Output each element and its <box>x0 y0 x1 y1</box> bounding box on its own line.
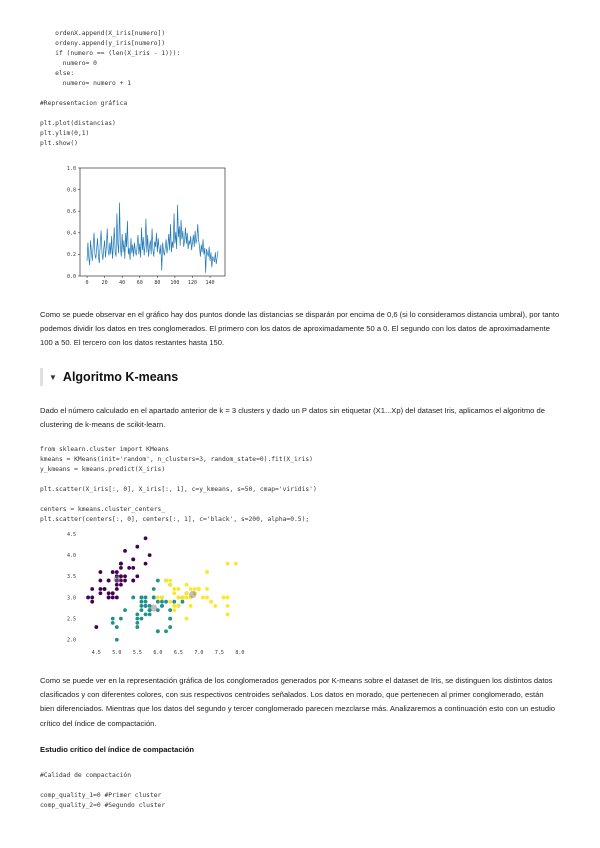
cluster-point <box>164 579 168 583</box>
x-tick-label: 4.5 <box>91 650 101 656</box>
y-tick-label: 4.5 <box>66 531 76 538</box>
cluster-point <box>111 617 115 621</box>
heading-bar <box>40 368 43 386</box>
cluster-point <box>131 579 135 583</box>
cluster-point <box>222 596 226 600</box>
cluster-point <box>90 596 94 600</box>
y-tick-label: 0.2 <box>66 252 76 259</box>
cluster-point <box>123 549 127 553</box>
cluster-point <box>164 629 168 633</box>
cluster-point <box>185 596 189 600</box>
cluster-point <box>123 608 127 612</box>
cluster-point <box>140 604 144 608</box>
plot-frame <box>80 168 225 276</box>
cluster-point <box>148 612 152 616</box>
collapse-caret-icon[interactable]: ▼ <box>49 372 57 382</box>
cluster-point <box>119 617 123 621</box>
cluster-point <box>160 600 164 604</box>
cluster-point <box>213 604 217 608</box>
cluster-point <box>185 583 189 587</box>
code-block-loop: ordenX.append(X_iris[numero]) ordeny.append(y_iris[numero]) if (numero == (len(X_iris - 1))): numero= 0 else: numero= numero + 1 #Representacion gráfica plt.plot(distancias) plt.ylim(0,1) plt.show() <box>40 30 181 147</box>
x-tick-label: 120 <box>187 280 198 286</box>
cluster-point <box>164 600 168 604</box>
cluster-center <box>189 591 196 598</box>
cluster-point <box>168 617 172 621</box>
cluster-point <box>111 570 115 574</box>
cluster-point <box>226 596 230 600</box>
section-heading <box>40 366 178 388</box>
cluster-point <box>99 591 103 595</box>
cluster-point <box>156 596 160 600</box>
paragraph-kmeans-intro: Dado el número calculado en el apartado anterior de k = 3 clusters y dado un P datos sin etiquetar (X1...Xp) del dataset Iris, aplicamos el algoritmo de clustering de k-means de scikit-learn. <box>40 406 545 430</box>
cluster-point <box>176 587 180 591</box>
cluster-point <box>226 604 230 608</box>
cluster-point <box>205 570 209 574</box>
cluster-point <box>144 612 148 616</box>
cluster-point <box>144 562 148 566</box>
cluster-point <box>189 587 193 591</box>
cluster-point <box>152 596 156 600</box>
x-tick-label: 140 <box>205 280 215 286</box>
cluster-point <box>135 617 139 621</box>
cluster-point <box>168 583 172 587</box>
x-tick-label: 5.5 <box>132 650 142 656</box>
y-tick-label: 0.6 <box>66 209 76 215</box>
cluster-point <box>115 625 119 629</box>
cluster-point <box>168 600 172 604</box>
y-tick-label: 0.8 <box>66 187 76 194</box>
cluster-point <box>234 562 238 566</box>
x-tick-label: 7.0 <box>194 650 204 656</box>
cluster-point <box>168 579 172 583</box>
cluster-point <box>123 574 127 578</box>
cluster-point <box>111 591 115 595</box>
cluster-point <box>94 625 98 629</box>
cluster-point <box>172 600 176 604</box>
cluster-point <box>99 570 103 574</box>
y-tick-label: 0.0 <box>66 273 76 280</box>
cluster-point <box>131 566 135 570</box>
cluster-point <box>181 596 185 600</box>
cluster-point <box>176 604 180 608</box>
cluster-point <box>119 566 123 570</box>
cluster-point <box>152 587 156 591</box>
cluster-point <box>131 557 135 561</box>
cluster-point <box>168 625 172 629</box>
cluster-point <box>140 617 144 621</box>
cluster-point <box>103 587 107 591</box>
cluster-point <box>140 600 144 604</box>
cluster-point <box>127 566 131 570</box>
y-tick-label: 1.0 <box>66 165 76 172</box>
cluster-point <box>185 591 189 595</box>
x-tick-label: 6.5 <box>173 650 183 656</box>
code-block-compaction: #Calidad de compactación comp_quality_1=0 #Primer cluster comp_quality_2=0 #Segundo cluster <box>40 772 166 809</box>
y-tick-label: 3.5 <box>66 574 76 581</box>
x-tick-label: 7.5 <box>214 650 224 656</box>
cluster-point <box>107 591 111 595</box>
cluster-point <box>135 621 139 625</box>
x-tick-label: 20 <box>101 280 108 286</box>
cluster-point <box>135 612 139 616</box>
cluster-point <box>172 587 176 591</box>
x-tick-label: 80 <box>154 280 161 286</box>
x-tick-label: 60 <box>136 280 143 286</box>
cluster-center <box>150 604 157 611</box>
cluster-point <box>107 596 111 600</box>
cluster-point <box>86 596 90 600</box>
cluster-point <box>144 536 148 540</box>
cluster-point <box>135 574 139 578</box>
y-tick-label: 2.5 <box>66 616 76 623</box>
cluster-point <box>131 596 135 600</box>
cluster-point <box>156 600 160 604</box>
cluster-point <box>115 638 119 642</box>
cluster-center <box>113 576 120 583</box>
cluster-point <box>111 621 115 625</box>
cluster-point <box>205 596 209 600</box>
cluster-point <box>209 600 213 604</box>
cluster-point <box>172 608 176 612</box>
cluster-point <box>115 596 119 600</box>
cluster-point <box>193 587 197 591</box>
cluster-point <box>185 617 189 621</box>
y-tick-label: 4.0 <box>66 552 76 559</box>
paragraph-distance-analysis: Como se puede observar en el gráfico hay dos puntos donde las distancias se disparán por encima de 0,6 (si lo consideramos distancia umbral), por tanto podemos dividir los datos en tres conglomerados. El primero con los datos de aproximadamente 50 a 0. El segundo con los datos de aproximadamente 100 a 50. El tercero con los datos restantes hasta 150. <box>40 310 560 348</box>
cluster-point <box>148 553 152 557</box>
cluster-point <box>189 604 193 608</box>
cluster-point <box>115 587 119 591</box>
cluster-point <box>144 604 148 608</box>
cluster-point <box>205 587 209 591</box>
cluster-point <box>140 608 144 612</box>
subheading-compaction: Estudio crítico del índice de compactación <box>40 745 195 754</box>
cluster-point <box>172 604 176 608</box>
cluster-point <box>172 591 176 595</box>
cluster-point <box>160 604 164 608</box>
x-tick-label: 6.0 <box>153 650 163 656</box>
kmeans-scatter-chart <box>60 530 250 660</box>
distance-line-chart <box>56 162 231 287</box>
section-title: Algoritmo K-means <box>62 370 179 384</box>
paragraph-kmeans-results: Como se puede ver en la representación gráfica de los conglomerados generados por K-means sobre el dataset de Iris, se distinguen los distintos datos clasificados y con diferentes colores, con sus respectivos centroides señalados. Los datos en morado, que pertenecen al primer conglomerado, están bien diferenciados. Mientras que los datos del segundo y tercer conglomerado parecen mezclarse más. Analizaremos a continuación esto con un estudio crítico del índice de compactación. <box>40 676 555 728</box>
cluster-point <box>156 579 160 583</box>
cluster-point <box>99 587 103 591</box>
y-tick-label: 2.0 <box>66 637 76 644</box>
x-tick-label: 100 <box>170 280 180 286</box>
cluster-point <box>119 562 123 566</box>
cluster-point <box>119 583 123 587</box>
cluster-point <box>135 545 139 549</box>
cluster-point <box>140 596 144 600</box>
cluster-point <box>135 625 139 629</box>
x-tick-label: 8.0 <box>235 650 245 656</box>
x-tick-label: 40 <box>119 280 126 286</box>
cluster-point <box>144 600 148 604</box>
cluster-point <box>226 562 230 566</box>
cluster-point <box>201 596 205 600</box>
cluster-point <box>181 600 185 604</box>
cluster-point <box>90 587 94 591</box>
cluster-point <box>99 579 103 583</box>
cluster-point <box>226 612 230 616</box>
cluster-point <box>160 596 164 600</box>
cluster-point <box>90 600 94 604</box>
y-tick-label: 0.4 <box>66 230 76 237</box>
cluster-point <box>107 579 111 583</box>
cluster-point <box>115 570 119 574</box>
cluster-point <box>115 583 119 587</box>
cluster-point <box>111 596 115 600</box>
cluster-point <box>168 608 172 612</box>
cluster-point <box>156 629 160 633</box>
x-tick-label: 0 <box>85 280 89 286</box>
code-block-kmeans: from sklearn.cluster import KMeans kmeans = KMeans(init='random', n_clusters=3, random_state=0).fit(X_iris) y_kmeans = kmeans.predict(X_iris) plt.scatter(X_iris[:, 0], X_iris[:, 1], c=y_kmeans, s=50, cmap='viridis') centers = kmeans.cluster_centers_ plt.scatter(centers[:, 0], centers[:, 1], c='black', s=200, alpha=0.5); <box>40 446 317 523</box>
y-tick-label: 3.0 <box>66 595 76 602</box>
cluster-point <box>197 587 201 591</box>
distance-series-line <box>87 203 218 273</box>
cluster-point <box>144 596 148 600</box>
x-tick-label: 5.0 <box>112 650 122 656</box>
cluster-point <box>123 579 127 583</box>
cluster-point <box>176 596 180 600</box>
